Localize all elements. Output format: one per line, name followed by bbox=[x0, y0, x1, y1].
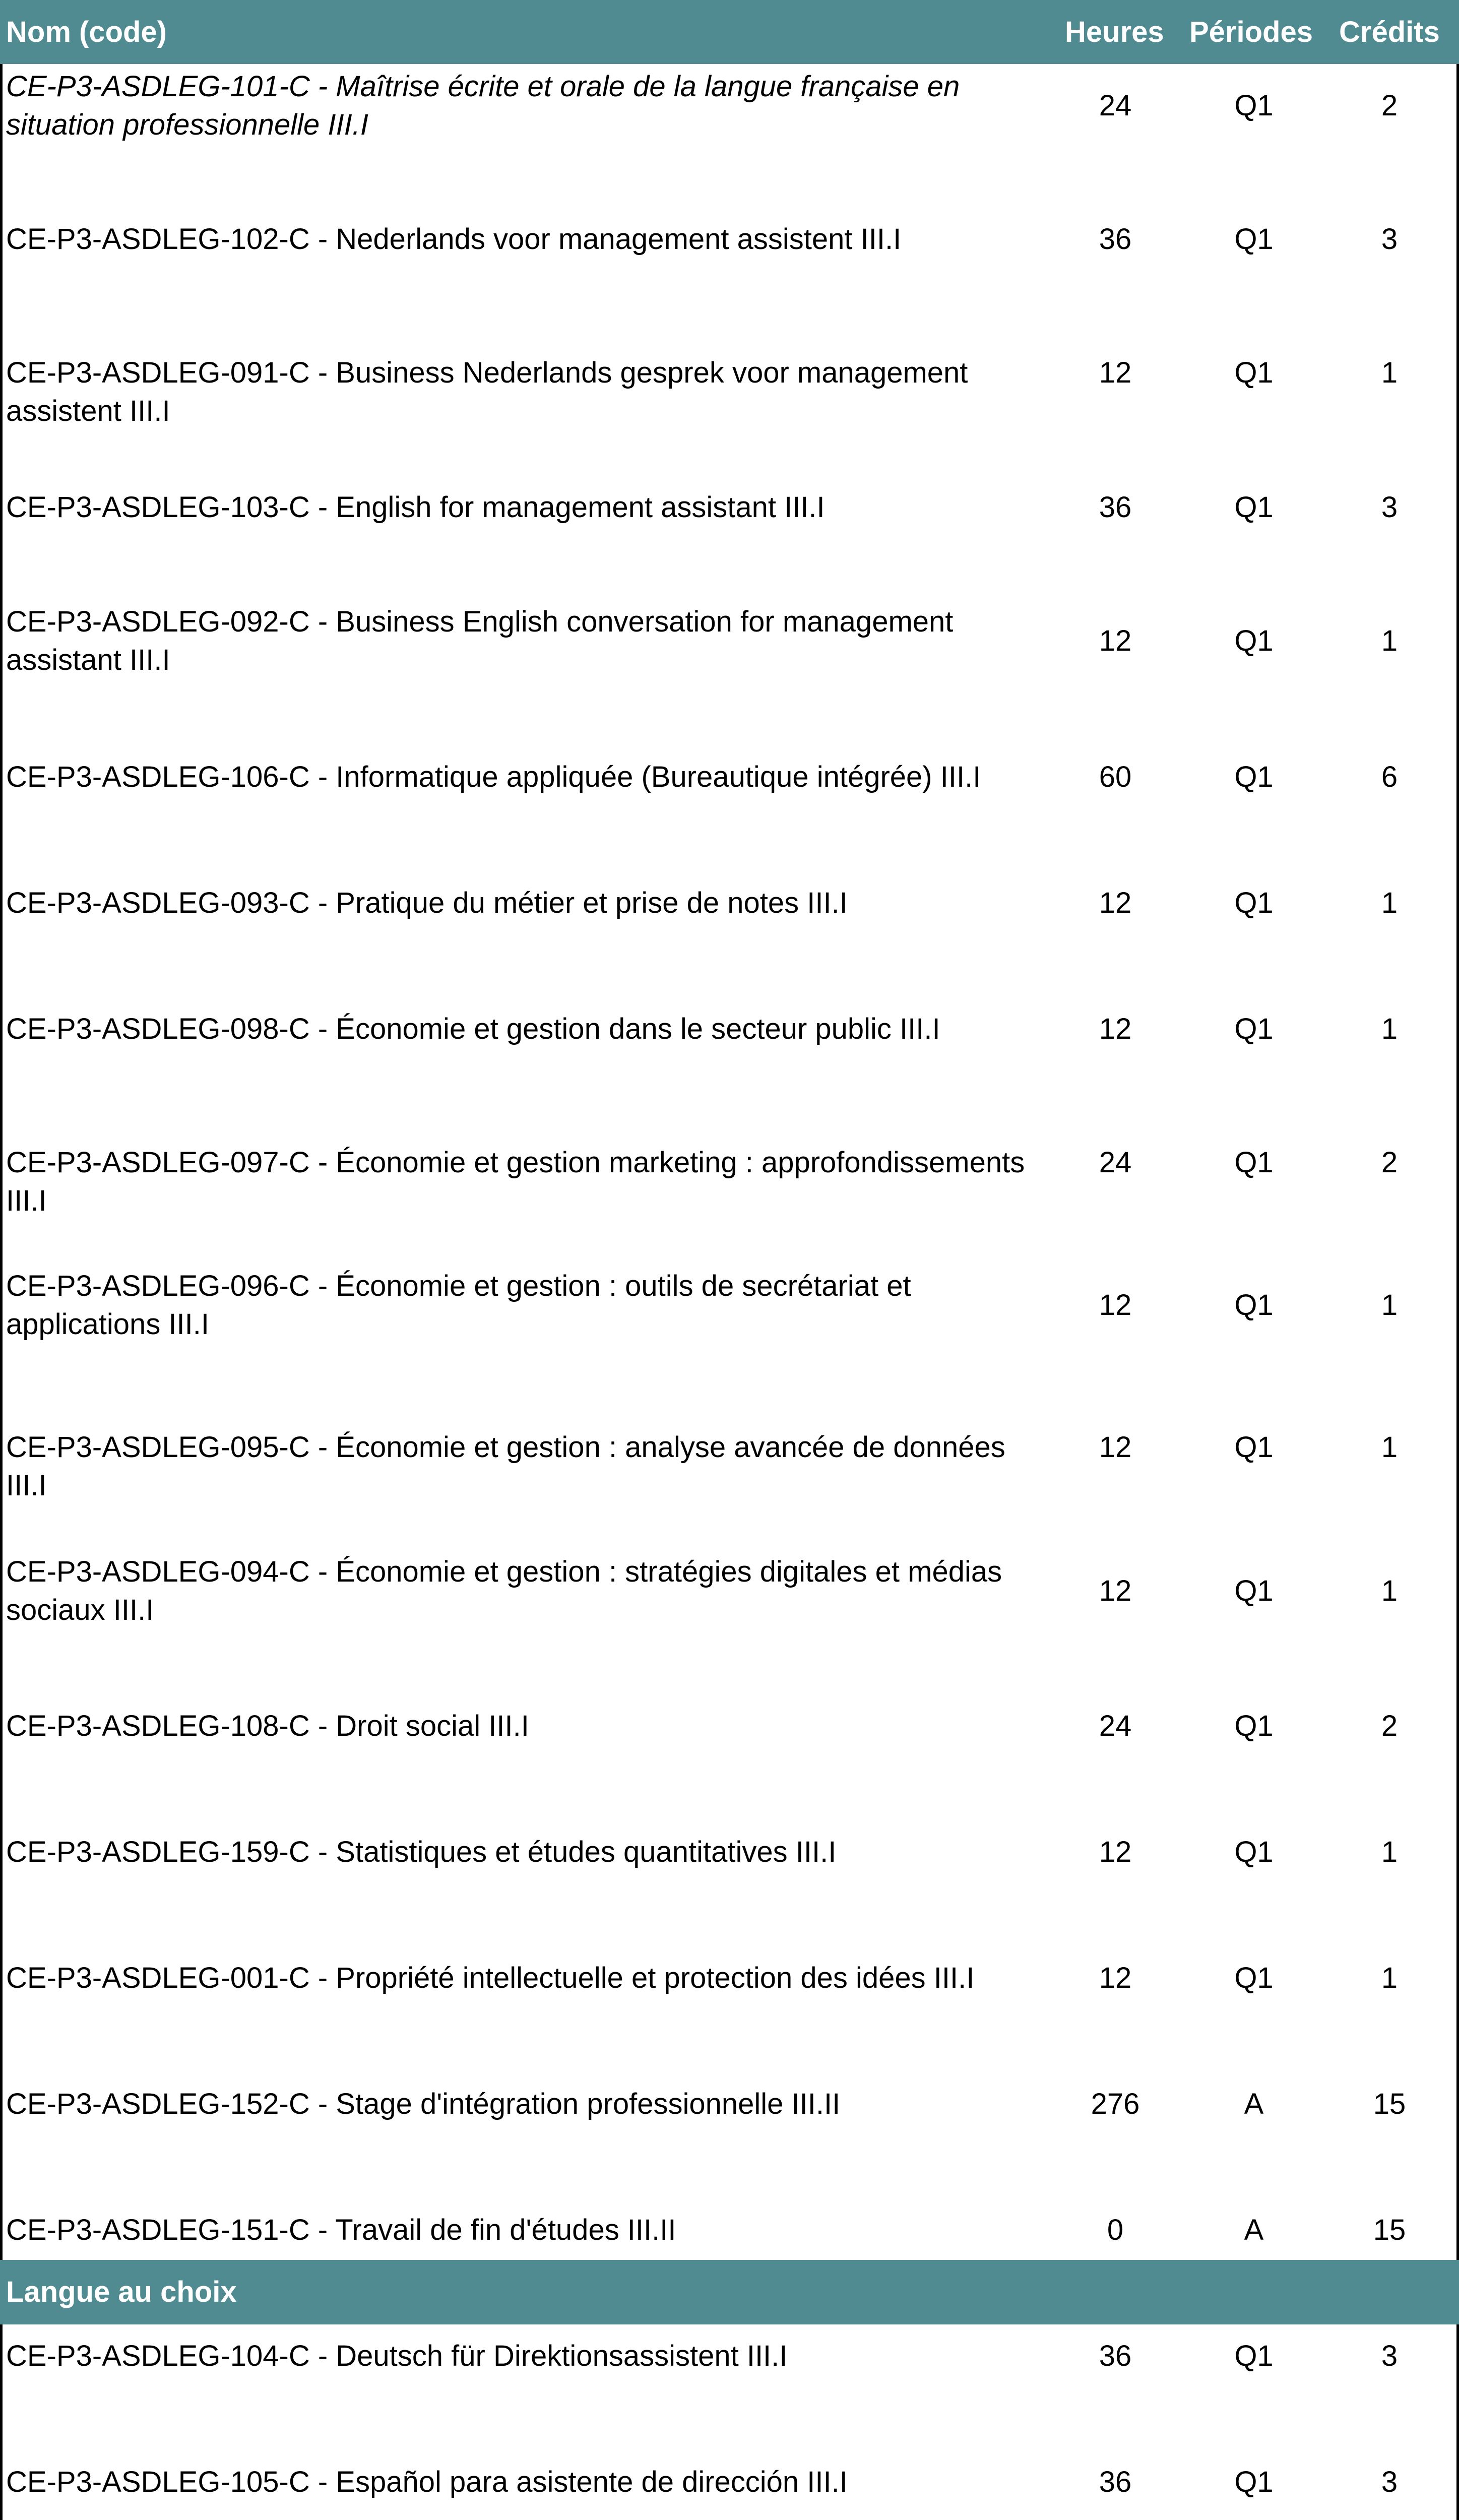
course-credits: 3 bbox=[1381, 2340, 1398, 2372]
course-hours: 12 bbox=[1099, 1431, 1132, 1464]
table-row bbox=[0, 1555, 1459, 1694]
section-title: Langue au choix bbox=[6, 2276, 237, 2308]
course-name: CE-P3-ASDLEG-105-C - Español para asistente de dirección III.I bbox=[6, 2466, 848, 2498]
header-hours: Heures bbox=[1065, 16, 1164, 48]
course-period: Q1 bbox=[1234, 1962, 1274, 1994]
course-period: A bbox=[1244, 2088, 1264, 2120]
course-period: Q1 bbox=[1234, 1431, 1274, 1464]
course-hours: 276 bbox=[1091, 2088, 1140, 2120]
table-row bbox=[0, 336, 1459, 470]
course-period: Q1 bbox=[1234, 887, 1274, 919]
course-name: CE-P3-ASDLEG-097-C - Économie et gestion marketing : approfondissements III.I bbox=[6, 1146, 1025, 1217]
course-credits: 1 bbox=[1381, 887, 1398, 919]
course-credits: 2 bbox=[1381, 1146, 1398, 1179]
course-credits: 1 bbox=[1381, 624, 1398, 657]
course-period: Q1 bbox=[1234, 761, 1274, 793]
course-period: Q1 bbox=[1234, 491, 1274, 524]
table-row bbox=[0, 1132, 1459, 1274]
course-period: Q1 bbox=[1234, 624, 1274, 657]
table-row bbox=[0, 606, 1459, 739]
course-name: CE-P3-ASDLEG-001-C - Propriété intellectuelle et protection des idées III.I bbox=[6, 1962, 975, 1994]
course-credits: 15 bbox=[1373, 2088, 1406, 2120]
course-name: CE-P3-ASDLEG-106-C - Informatique appliquée (Bureautique intégrée) III.I bbox=[6, 761, 981, 793]
course-name: CE-P3-ASDLEG-095-C - Économie et gestion : analyse avancée de données III.I bbox=[6, 1431, 1005, 1502]
course-name: CE-P3-ASDLEG-098-C - Économie et gestion dans le secteur public III.I bbox=[6, 1013, 940, 1045]
table-row bbox=[0, 64, 1459, 208]
course-period: Q1 bbox=[1234, 2340, 1274, 2372]
header-name: Nom (code) bbox=[6, 16, 167, 48]
course-hours: 12 bbox=[1099, 1013, 1132, 1045]
header-periods: Périodes bbox=[1189, 16, 1313, 48]
course-name: CE-P3-ASDLEG-096-C - Économie et gestion : outils de secrétariat et applications III.I bbox=[6, 1270, 911, 1341]
course-credits: 1 bbox=[1381, 1431, 1398, 1464]
table-row bbox=[0, 1823, 1459, 1949]
course-credits: 3 bbox=[1381, 491, 1398, 524]
header-credits: Crédits bbox=[1339, 16, 1440, 48]
course-period: Q1 bbox=[1234, 223, 1274, 256]
course-hours: 12 bbox=[1099, 624, 1132, 657]
course-credits: 3 bbox=[1381, 223, 1398, 256]
table-row bbox=[0, 875, 1459, 999]
table-row bbox=[0, 2201, 1459, 2260]
course-period: Q1 bbox=[1234, 356, 1274, 389]
course-period: Q1 bbox=[1234, 1146, 1274, 1179]
table-row bbox=[0, 2450, 1459, 2520]
course-hours: 12 bbox=[1099, 1574, 1132, 1607]
course-hours: 12 bbox=[1099, 356, 1132, 389]
course-period: Q1 bbox=[1234, 1289, 1274, 1321]
course-hours: 36 bbox=[1099, 2340, 1132, 2372]
table-row bbox=[0, 999, 1459, 1132]
course-period: Q1 bbox=[1234, 1574, 1274, 1607]
table-header bbox=[0, 0, 1459, 64]
course-name: CE-P3-ASDLEG-094-C - Économie et gestion : stratégies digitales et médias sociaux III.I bbox=[6, 1555, 1002, 1626]
table-row bbox=[0, 1694, 1459, 1823]
table-row bbox=[0, 470, 1459, 606]
course-name: CE-P3-ASDLEG-102-C - Nederlands voor management assistent III.I bbox=[6, 223, 902, 256]
course-name: CE-P3-ASDLEG-104-C - Deutsch für Direktionsassistent III.I bbox=[6, 2340, 788, 2372]
course-name: CE-P3-ASDLEG-159-C - Statistiques et études quantitatives III.I bbox=[6, 1836, 837, 1868]
course-credits: 1 bbox=[1381, 1289, 1398, 1321]
course-period: Q1 bbox=[1234, 1836, 1274, 1868]
course-hours: 24 bbox=[1099, 89, 1132, 122]
course-hours: 24 bbox=[1099, 1146, 1132, 1179]
course-hours: 36 bbox=[1099, 491, 1132, 524]
course-hours: 12 bbox=[1099, 1289, 1132, 1321]
course-hours: 12 bbox=[1099, 887, 1132, 919]
course-credits: 6 bbox=[1381, 761, 1398, 793]
course-hours: 24 bbox=[1099, 1710, 1132, 1742]
course-hours: 60 bbox=[1099, 761, 1132, 793]
course-period: A bbox=[1244, 2214, 1264, 2246]
course-name: CE-P3-ASDLEG-101-C - Maîtrise écrite et orale de la langue française en situation professionnelle III.I bbox=[6, 70, 960, 141]
course-name: CE-P3-ASDLEG-091-C - Business Nederlands gesprek voor management assistent III.I bbox=[6, 356, 968, 427]
course-hours: 12 bbox=[1099, 1962, 1132, 1994]
course-credits: 1 bbox=[1381, 1574, 1398, 1607]
course-hours: 0 bbox=[1107, 2214, 1124, 2246]
course-name: CE-P3-ASDLEG-092-C - Business English conversation for management assistant III.I bbox=[6, 605, 954, 676]
course-credits: 1 bbox=[1381, 356, 1398, 389]
course-name: CE-P3-ASDLEG-151-C - Travail de fin d'études III.II bbox=[6, 2214, 676, 2246]
course-period: Q1 bbox=[1234, 2466, 1274, 2498]
table-row bbox=[0, 1949, 1459, 2075]
table-row bbox=[0, 208, 1459, 336]
course-credits: 2 bbox=[1381, 1710, 1398, 1742]
course-period: Q1 bbox=[1234, 1710, 1274, 1742]
section-header bbox=[0, 2260, 1459, 2324]
course-name: CE-P3-ASDLEG-108-C - Droit social III.I bbox=[6, 1710, 529, 1742]
table-row bbox=[0, 1270, 1459, 1417]
course-credits: 15 bbox=[1373, 2214, 1406, 2246]
course-credits: 1 bbox=[1381, 1962, 1398, 1994]
course-credits: 1 bbox=[1381, 1836, 1398, 1868]
table-row bbox=[0, 2324, 1459, 2450]
course-name: CE-P3-ASDLEG-152-C - Stage d'intégration professionnelle III.II bbox=[6, 2088, 841, 2120]
course-name: CE-P3-ASDLEG-103-C - English for management assistant III.I bbox=[6, 491, 825, 524]
table-row bbox=[0, 1417, 1459, 1558]
course-hours: 36 bbox=[1099, 223, 1132, 256]
table-row bbox=[0, 739, 1459, 875]
course-period: Q1 bbox=[1234, 89, 1274, 122]
course-period: Q1 bbox=[1234, 1013, 1274, 1045]
course-hours: 12 bbox=[1099, 1836, 1132, 1868]
course-hours: 36 bbox=[1099, 2466, 1132, 2498]
table-row bbox=[0, 2075, 1459, 2201]
course-credits: 3 bbox=[1381, 2466, 1398, 2498]
course-credits: 2 bbox=[1381, 89, 1398, 122]
course-credits: 1 bbox=[1381, 1013, 1398, 1045]
course-name: CE-P3-ASDLEG-093-C - Pratique du métier et prise de notes III.I bbox=[6, 887, 848, 919]
